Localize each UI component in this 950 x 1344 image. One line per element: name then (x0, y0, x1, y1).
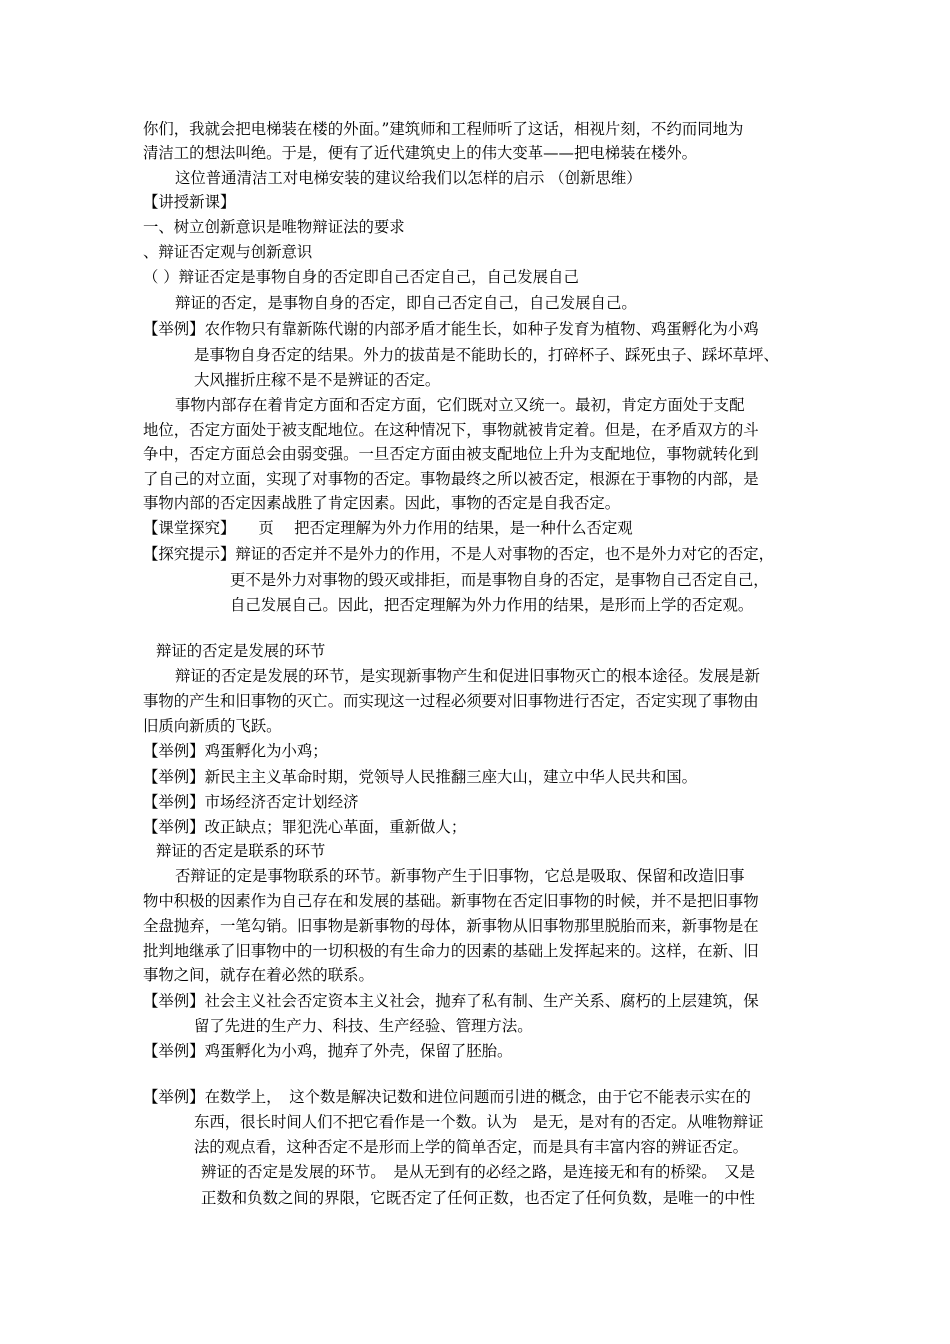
text-line: 事物内部存在着肯定方面和否定方面，它们既对立又统一。最初，肯定方面处于支配 (175, 396, 745, 414)
example-line: 【举例】鸡蛋孵化为小鸡； (143, 742, 328, 760)
text-line: 事物之间，就存在着必然的联系。 (143, 966, 374, 984)
text-line: 地位，否定方面处于被支配地位。在这种情况下，事物就被肯定着。但是，在矛盾双方的斗 (143, 421, 759, 439)
section-heading: 一、树立创新意识是唯物辩证法的要求 (143, 218, 405, 236)
text-line: 清洁工的想法叫绝。于是，便有了近代建筑史上的伟大变革——把电梯装在楼外。 (143, 144, 698, 162)
text-line: 你们，我就会把电梯装在楼的外面。”建筑师和工程师听了这话，相视片刻，不约而同地为 (143, 120, 744, 138)
text-line: 更不是外力对事物的毁灭或排拒，而是事物自身的否定，是事物自己否定自己， (230, 571, 769, 589)
example-line: 【举例】在数学上， 这个数是解决记数和进位问题而引进的概念，由于它不能表示实在的 (143, 1088, 751, 1106)
example-line: 【举例】鸡蛋孵化为小鸡，抛弃了外壳，保留了胚胎。 (143, 1042, 513, 1060)
example-line: 【举例】新民主主义革命时期，党领导人民推翻三座大山，建立中华人民共和国。 (143, 768, 698, 786)
text-line: 批判地继承了旧事物中的一切积极的有生命力的因素的基础上发挥起来的。这样，在新、旧 (143, 942, 759, 960)
text-line: 全盘抛弃，一笔勾销。旧事物是新事物的母体，新事物从旧事物那里脱胎而来，新事物是在 (143, 917, 759, 935)
text-line: 【课堂探究】 页 把否定理解为外力作用的结果，是一种什么否定观 (143, 519, 633, 537)
text-line: 是事物自身否定的结果。外力的拔苗是不能助长的，打碎杯子、踩死虫子、踩坏草坪、 (194, 346, 779, 364)
text-line: 事物的产生和旧事物的灭亡。而实现这一过程必须要对旧事物进行否定，否定实现了事物由 (143, 692, 759, 710)
section-heading: 【讲授新课】 (143, 193, 236, 211)
text-line: 事物内部的否定因素战胜了肯定因素。因此，事物的否定是自我否定。 (143, 494, 621, 512)
text-line: 辩证的否定是发展的环节，是实现新事物产生和促进旧事物灭亡的根本途径。发展是新 (175, 667, 760, 685)
text-line: 【探究提示】辩证的否定并不是外力的作用，不是人对事物的否定，也不是外力对它的否定， (143, 545, 775, 563)
subsection-heading: 辩证的否定是联系的环节 (156, 842, 326, 860)
text-line: 正数和负数之间的界限，它既否定了任何正数，也否定了任何负数，是唯一的中性 (201, 1189, 756, 1207)
example-line: 【举例】社会主义社会否定资本主义社会，抛弃了私有制、生产关系、腐朽的上层建筑，保 (143, 992, 759, 1010)
text-line: 旧质向新质的飞跃。 (143, 717, 282, 735)
example-line: 【举例】市场经济否定计划经济 (143, 793, 359, 811)
example-line: 【举例】农作物只有靠新陈代谢的内部矛盾才能生长，如种子发育为植物、鸡蛋孵化为小鸡 (143, 320, 759, 338)
text-line: 了自己的对立面，实现了对事物的否定。事物最终之所以被否定，根源在于事物的内部，是 (143, 470, 759, 488)
text-line: 辨证的否定是发展的环节。 是从无到有的必经之路，是连接无和有的桥梁。 又是 (201, 1163, 756, 1181)
subsection-heading: 辩证的否定是发展的环节 (156, 642, 326, 660)
text-line: 辩证的否定，是事物自身的否定，即自己否定自己，自己发展自己。 (175, 294, 637, 312)
text-line: 这位普通清洁工对电梯安装的建议给我们以怎样的启示 （创新思维） (175, 169, 642, 187)
text-line: 东西，很长时间人们不把它看作是一个数。认为 是无，是对有的否定。从唯物辩证 (194, 1113, 764, 1131)
text-line: 法的观点看，这种否定不是形而上学的简单否定，而是具有丰富内容的辨证否定。 (194, 1138, 749, 1156)
subsection-heading: （ ）辩证否定是事物自身的否定即自己否定自己，自己发展自己 (143, 268, 579, 286)
text-line: 留了先进的生产力、科技、生产经验、管理方法。 (194, 1017, 533, 1035)
text-line: 争中，否定方面总会由弱变强。一旦否定方面由被支配地位上升为支配地位，事物就转化到 (143, 445, 759, 463)
subsection-heading: 、辩证否定观与创新意识 (143, 243, 313, 261)
text-line: 自己发展自己。因此，把否定理解为外力作用的结果，是形而上学的否定观。 (230, 596, 754, 614)
text-line: 否辩证的定是事物联系的环节。新事物产生于旧事物，它总是吸取、保留和改造旧事 (175, 867, 745, 885)
text-line: 大风摧折庄稼不是不是辨证的否定。 (194, 371, 441, 389)
text-line: 物中积极的因素作为自己存在和发展的基础。新事物在否定旧事物的时候，并不是把旧事物 (143, 892, 759, 910)
example-line: 【举例】改正缺点；罪犯洗心革面，重新做人； (143, 818, 467, 836)
